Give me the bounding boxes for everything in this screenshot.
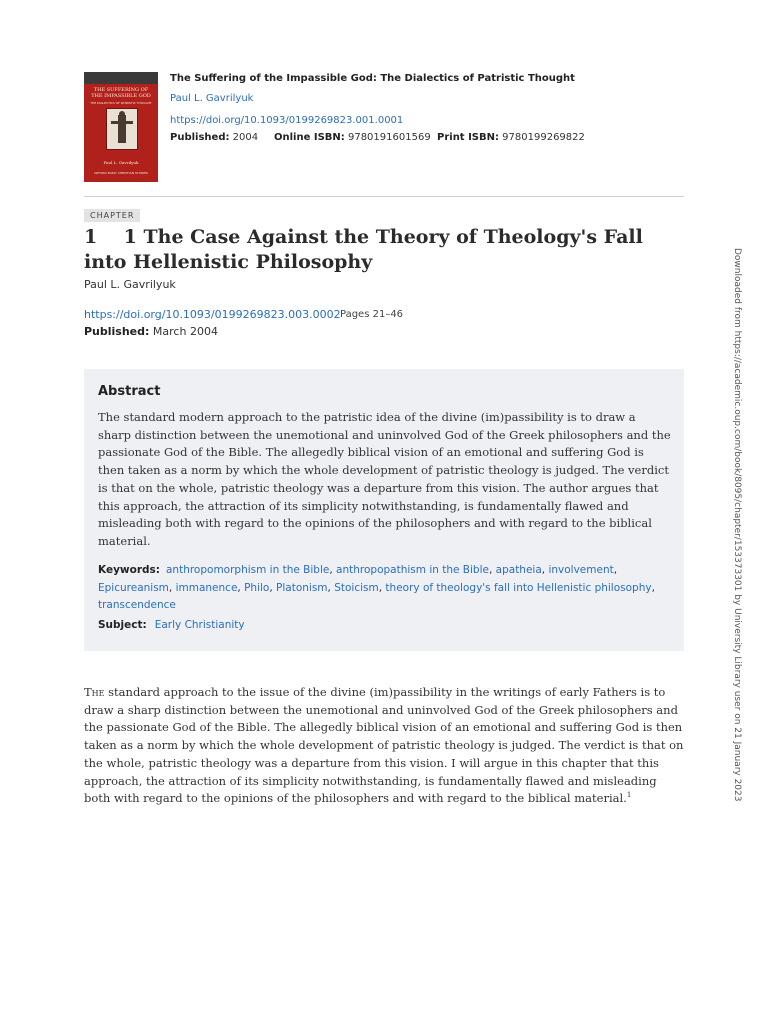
book-published: Published: 2004 — [170, 132, 259, 143]
keyword-link[interactable]: transcendence — [98, 599, 176, 611]
keyword-link[interactable]: Philo — [244, 581, 270, 594]
header-divider — [84, 196, 684, 197]
body-text: standard approach to the issue of the divine (im)passibility in the writings of early Fathers is to draw a sharp distinction between the unemotional and uninvolved God of the Greek philosophers and the passionate God of the Bible. The allegedly biblical vision of an emotional and suffering God is then taken as a norm by which the whole development of patristic theology is judged. The verdict is that on the whole, patristic theology was a departure from this vision. I will argue in this chapter that this approach, the attraction of its simplicity notwithstanding, is fundamentally flawed and misleading both with regard to the opinions of the philosophers and with regard to the biblical material. — [84, 685, 684, 806]
book-title[interactable]: The Suffering of the Impassible God: The Dialectics of Patristic Thought — [170, 73, 575, 84]
keyword-link[interactable]: immanence — [175, 581, 238, 594]
subject-link[interactable]: Early Christianity — [154, 619, 245, 631]
keyword-link[interactable]: Epicureanism — [98, 581, 169, 594]
abstract-heading: Abstract — [98, 384, 161, 399]
body-first-word: The — [84, 685, 105, 699]
subject — [98, 619, 245, 631]
keyword-link[interactable]: anthropopathism in the Bible — [336, 564, 489, 576]
keyword-link[interactable]: apatheia — [495, 564, 542, 576]
abstract-box — [84, 369, 684, 651]
chapter-author[interactable]: Paul L. Gavrilyuk — [84, 278, 176, 291]
chapter-doi-link[interactable]: https://doi.org/10.1093/0199269823.003.0002 — [84, 308, 341, 321]
keywords-label: Keywords: — [98, 564, 160, 576]
keyword-link[interactable]: involvement — [548, 564, 614, 576]
cover-subtitle: THE DIALECTICS OF PATRISTIC THOUGHT — [90, 101, 152, 105]
chapter-tag: CHAPTER — [84, 209, 140, 222]
cover-author: Paul L. Gavrilyuk — [103, 160, 139, 165]
book-doi-link[interactable]: https://doi.org/10.1093/0199269823.001.0001 — [170, 115, 404, 126]
cover-illustration — [106, 108, 138, 150]
book-online-isbn: Online ISBN: 9780191601569 — [274, 132, 431, 143]
chapter-title: 1 1 The Case Against the Theory of Theology's Fall into Hellenistic Philosophy — [84, 226, 650, 273]
keyword-link[interactable]: Stoicism — [334, 581, 379, 594]
abstract-text: The standard modern approach to the patristic idea of the divine (im)passibility is to draw a sharp distinction between the unemotional and uninvolved God of the Greek philosophers and the passionate God of the Bible. The allegedly biblical vision of an emotional and suffering God is then taken as a norm by which the whole development of patristic theology is judged. The verdict is that on the whole, patristic theology was a departure from this vision. The author argues that this approach, the attraction of its simplicity notwithstanding, is fundamentally flawed and misleading both with regard to the opinions of the philosophers and with regard to the biblical material. — [98, 410, 671, 548]
chapter-published: Published: March 2004 — [84, 325, 218, 338]
keyword-link[interactable]: theory of theology's fall into Hellenistic philosophy — [385, 581, 652, 594]
cover-band — [84, 72, 158, 84]
keywords: Keywords: anthropomorphism in the Bible, anthropopathism in the Bible, apatheia, involvement, Epicureanism, immanence, Philo, Platonism, Stoicism, theory of theology's fall into Hellenistic philosophy, transcendence — [98, 564, 655, 611]
book-cover-image[interactable] — [84, 72, 158, 182]
keyword-link[interactable]: Platonism — [276, 581, 328, 594]
cover-publisher: OXFORD EARLY CHRISTIAN STUDIES — [94, 171, 148, 175]
chapter-pages: Pages 21–46 — [340, 309, 404, 320]
book-print-isbn: Print ISBN: 9780199269822 — [437, 132, 585, 143]
keyword-link[interactable]: anthropomorphism in the Bible — [165, 564, 330, 576]
download-watermark: Downloaded from https://academic.oup.com/book/8095/chapter/153373301 by University Library user on 21 January 2023 — [732, 248, 742, 802]
cover-title: THE SUFFERING OF THE IMPASSIBLE GOD — [91, 87, 151, 99]
body-paragraph — [84, 684, 686, 808]
book-author-link[interactable]: Paul L. Gavrilyuk — [170, 93, 254, 104]
subject-label: Subject: — [98, 619, 147, 631]
footnote-ref[interactable]: 1 — [626, 791, 632, 800]
book-header — [84, 72, 684, 184]
